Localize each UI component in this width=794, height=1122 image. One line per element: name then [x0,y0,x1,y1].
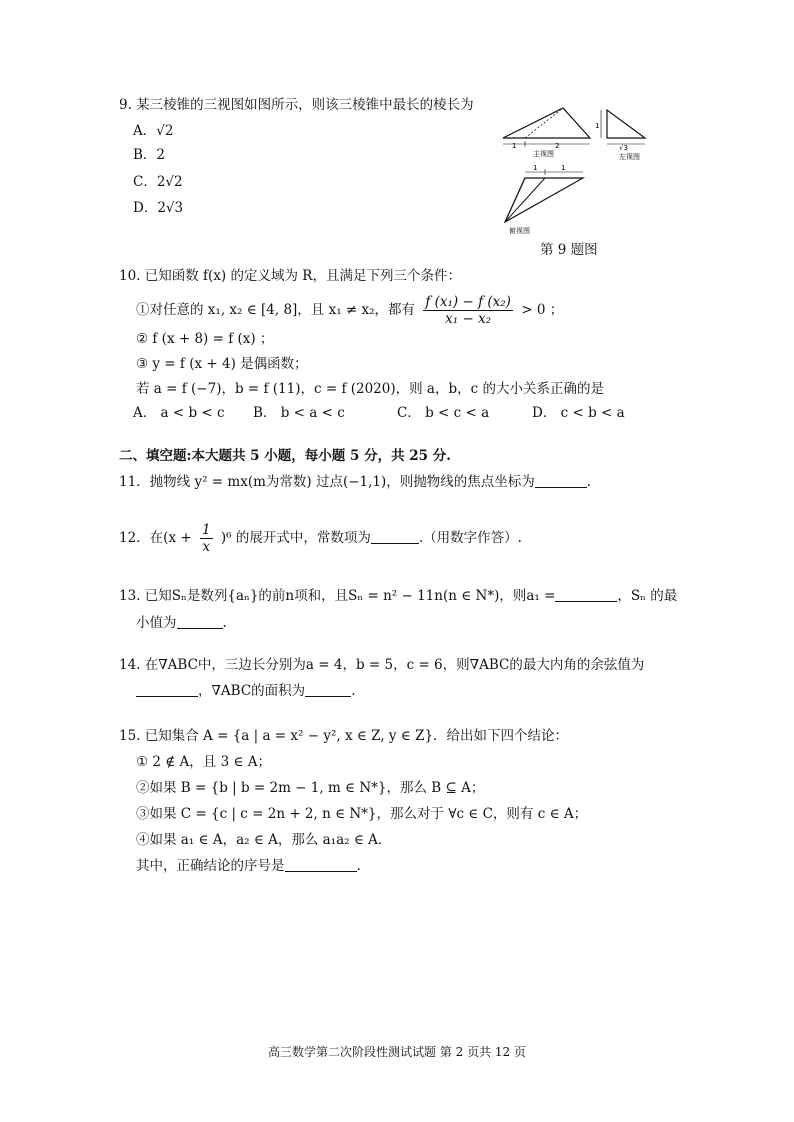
top-view [505,164,583,235]
q15-conclusion-3: ③如果 C = {c | c = 2n + 2, n ∈ N*}，那么对于 ∀c ∈ C，则有 c ∈ A； [136,806,588,822]
q13-min-blank[interactable] [177,614,223,629]
q12-frac-denominator: x [202,539,211,555]
left-dim-sqrt3: √3 [619,144,628,152]
top-dim-1: 1 [533,164,538,172]
q12-prefix: 12．在(x + [119,530,192,546]
q12-fraction [200,522,213,555]
q12-suffix: )⁶ 的展开式中，常数项为 [220,530,371,546]
q9-stem: 9. 某三棱锥的三视图如图所示，则该三棱锥中最长的棱长为 [119,97,474,113]
q15-answer-blank[interactable] [285,857,357,872]
top-view-label: 俯视图 [509,227,530,235]
q13-a1-blank[interactable] [555,587,617,602]
q10-option-a: A． a < b < c [133,405,225,421]
q10-option-d: D． c < b < a [532,405,625,421]
q9-option-a: A．√2 [133,123,174,139]
q14-line-1: 14. 在∇ABC中，三边长分别为a = 4，b = 5，c = 6，则∇ABC的最大内角的余弦值为 [119,657,645,673]
q15-ask [136,857,361,875]
left-view [595,110,645,161]
q15-conclusion-2: ②如果 B = {b | b = 2m − 1, m ∈ N*}，那么 B ⊆ A； [136,780,485,796]
q9-option-d: D．2√3 [133,200,184,216]
three-view-figure [495,100,685,260]
q10-stem: 10. 已知函数 f(x) 的定义域为 R，且满足下列三个条件： [119,268,461,284]
q14-end: . [351,683,356,699]
top-dim-1b: 1 [561,164,566,172]
q12-answer-blank[interactable] [371,529,419,544]
q14-line-2 [136,682,355,700]
q15-stem: 15. 已知集合 A = {a | a = x² − y², x ∈ Z, y ∈ Z}．给出如下四个结论： [119,728,569,744]
figure-caption: 第 9 题图 [540,242,598,258]
q13-line2-end: . [222,615,227,631]
q12-end: .（用数字作答）. [418,530,522,546]
q14-cosine-blank[interactable] [136,682,198,697]
q13-line-1 [119,587,677,605]
page-footer: 高三数学第二次阶段性测试试题 第 2 页共 12 页 [268,1045,526,1059]
q11-text: 11．抛物线 y² = mx(m为常数) 过点(−1,1)，则抛物线的焦点坐标为 [119,474,535,490]
q10-cond1-fraction [423,294,513,327]
q9-option-c: C．2√2 [133,174,183,190]
q15-ask-text: 其中，正确结论的序号是 [136,858,285,874]
q13-line1-end: ，Sₙ 的最 [617,588,678,604]
q10-cond1-numerator: f (x₁) − f (x₂) [425,294,511,310]
left-dim-1: 1 [595,122,600,130]
q10-cond1-prefix: ①对任意的 x₁, x₂ ∈ [4, 8]，且 x₁ ≠ x₂，都有 [136,302,416,318]
left-view-label: 左视图 [619,153,640,161]
front-dim-1: 1 [512,142,517,150]
q12 [119,520,522,556]
q15-conclusion-1: ① 2 ∉ A，且 3 ∈ A； [136,754,272,770]
q11 [119,473,591,491]
q10-condition-2: ② f (x + 8) = f (x) ； [136,331,274,347]
q14-mid: ，∇ABC的面积为 [198,683,306,699]
q15-conclusion-4: ④如果 a₁ ∈ A，a₂ ∈ A，那么 a₁a₂ ∈ A． [136,832,392,848]
q13-line-2 [136,614,227,632]
q10-cond1-suffix: > 0 ； [521,302,564,318]
q10-given: 若 a = f (−7)，b = f (11)，c = f (2020)，则 a，b，c 的大小关系正确的是 [136,381,604,397]
q13-line2-text: 小值为 [136,615,177,631]
q11-answer-blank[interactable] [535,473,587,488]
q9-option-b: B．2 [133,147,166,163]
section-2-heading: 二、填空题:本大题共 5 小题，每小题 5 分，共 25 分. [119,448,451,464]
q10-option-b: B． b < a < c [253,405,345,421]
q13-text: 13. 已知Sₙ是数列{aₙ}的前n项和，且Sₙ = n² − 11n(n ∈ N*)，则a₁ = [119,588,556,604]
q10-option-c: C． b < c < a [397,405,490,421]
q14-area-blank[interactable] [305,682,351,697]
q11-end: . [586,474,592,490]
q10-condition-3: ③ y = f (x + 4) 是偶函数； [136,356,308,372]
q10-condition-1 [136,292,563,328]
q10-cond1-denominator: x₁ − x₂ [445,311,492,327]
front-view [503,108,590,158]
q15-end: . [356,858,361,874]
front-dim-2: 2 [555,142,560,150]
q12-frac-numerator: 1 [201,522,211,538]
front-view-label: 主视图 [533,150,554,158]
